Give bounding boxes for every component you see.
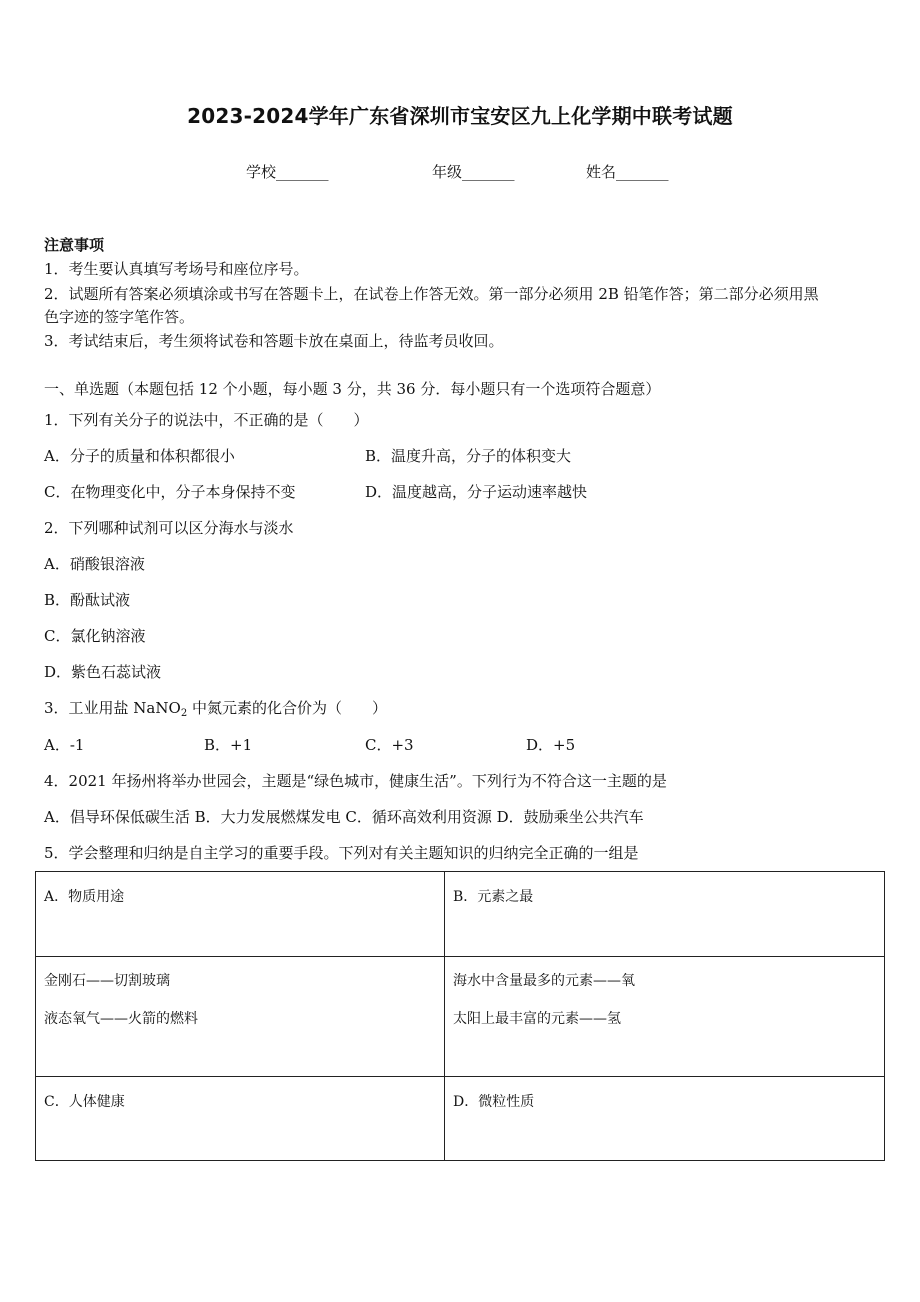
q3-option-b: B．+1 [204, 736, 253, 754]
q3-stem: 3．工业用盐 NaNO$_2$ 中氮元素的化合价为（ ） [44, 699, 387, 719]
notice-item-1: 1．考生要认真填写考场号和座位序号。 [44, 260, 309, 278]
q3-option-c: C．+3 [365, 736, 414, 754]
q3-option-a: A．-1 [44, 736, 85, 754]
q5-cell-b-body [445, 957, 885, 1077]
q5-cell-a-head: A．物质用途 [36, 872, 445, 957]
notice-heading: 注意事项 [44, 236, 105, 254]
q2-option-a: A．硝酸银溶液 [44, 555, 145, 573]
q1-option-b: B．温度升高，分子的体积变大 [365, 447, 572, 465]
q5-stem: 5．学会整理和归纳是自主学习的重要手段。下列对有关主题知识的归纳完全正确的一组是 [44, 844, 639, 862]
q1-stem: 1．下列有关分子的说法中，不正确的是（ ） [44, 411, 369, 429]
q5-a-item: 金刚石——切割玻璃 [44, 973, 170, 989]
q5-cell-c-head: C．人体健康 [36, 1077, 445, 1161]
q1-option-c: C．在物理变化中，分子本身保持不变 [44, 483, 296, 501]
q2-stem: 2．下列哪种试剂可以区分海水与淡水 [44, 519, 294, 537]
q5-cell-a-body [36, 957, 445, 1077]
q5-a-item: 液态氧气——火箭的燃料 [44, 1011, 198, 1027]
notice-item-2: 2．试题所有答案必须填涂或书写在答题卡上，在试卷上作答无效。第一部分必须用 2B 铅笔作答；第二部分必须用黑 [44, 285, 819, 303]
school-field: 学校_______ [246, 163, 329, 181]
grade-field: 年级_______ [432, 163, 515, 181]
q5-b-item: 太阳上最丰富的元素——氢 [453, 1011, 621, 1027]
q5-table [35, 871, 885, 1161]
notice-item-2-cont: 色字迹的签字笔作答。 [44, 308, 195, 326]
q2-option-d: D．紫色石蕊试液 [44, 663, 162, 681]
section-heading: 一、单选题（本题包括 12 个小题，每小题 3 分，共 36 分．每小题只有一个选项符合题意） [44, 380, 661, 398]
q2-option-c: C．氯化钠溶液 [44, 627, 146, 645]
q5-cell-d-head: D．微粒性质 [445, 1077, 885, 1161]
q1-option-d: D．温度越高，分子运动速率越快 [365, 483, 588, 501]
q1-option-a: A．分子的质量和体积都很小 [44, 447, 235, 465]
q5-cell-b-head: B．元素之最 [445, 872, 885, 957]
q4-stem: 4．2021 年扬州将举办世园会，主题是“绿色城市，健康生活”。下列行为不符合这一主题的是 [44, 772, 667, 790]
q3-option-d: D．+5 [526, 736, 576, 754]
name-field: 姓名_______ [586, 163, 669, 181]
page-title: 2023-2024学年广东省深圳市宝安区九上化学期中联考试题 [187, 104, 733, 128]
q5-b-item: 海水中含量最多的元素——氧 [453, 973, 635, 989]
q2-option-b: B．酚酞试液 [44, 591, 131, 609]
q4-options: A．倡导环保低碳生活 B．大力发展燃煤发电 C．循环高效利用资源 D．鼓励乘坐公共汽车 [44, 808, 644, 826]
notice-item-3: 3．考试结束后，考生须将试卷和答题卡放在桌面上，待监考员收回。 [44, 332, 504, 350]
